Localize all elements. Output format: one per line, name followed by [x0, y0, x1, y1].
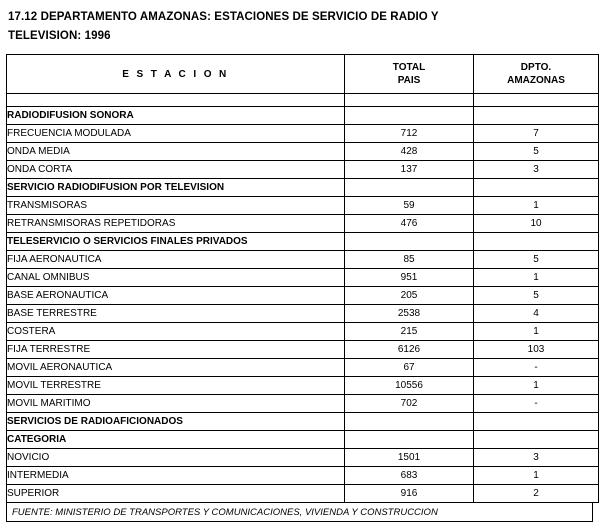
- column-header-dpto-line-1: DPTO.: [520, 62, 552, 73]
- table-row: [7, 305, 599, 323]
- page-title-line-2: TELEVISION: 1996: [8, 30, 111, 42]
- row-total-pais: 137: [345, 161, 474, 179]
- column-header-total-line-2: PAIS: [397, 75, 421, 86]
- row-label: SERVICIO RADIODIFUSION POR TELEVISION: [7, 179, 345, 197]
- table-row: [7, 287, 599, 305]
- table-row: [7, 485, 599, 503]
- row-label: ONDA MEDIA: [7, 143, 345, 161]
- table-row: [7, 215, 599, 233]
- row-label: ONDA CORTA: [7, 161, 345, 179]
- row-total-pais: [345, 107, 474, 125]
- row-label: TRANSMISORAS: [7, 197, 345, 215]
- row-total-pais: [345, 413, 474, 431]
- row-label: NOVICIO: [7, 449, 345, 467]
- row-label: FRECUENCIA MODULADA: [7, 125, 345, 143]
- table-row: [7, 179, 599, 197]
- page-title: [8, 10, 595, 44]
- column-header-total-pais: [345, 55, 474, 94]
- row-dpto-amazonas: 103: [474, 341, 599, 359]
- page-title-line-1: 17.12 DEPARTAMENTO AMAZONAS: ESTACIONES DE SERVICIO DE RADIO Y: [8, 11, 439, 23]
- row-label: BASE TERRESTRE: [7, 305, 345, 323]
- table-row: [7, 197, 599, 215]
- row-dpto-amazonas: 1: [474, 467, 599, 485]
- row-total-pais: 2538: [345, 305, 474, 323]
- row-total-pais: 10556: [345, 377, 474, 395]
- row-dpto-amazonas: 5: [474, 251, 599, 269]
- table-row: [7, 233, 599, 251]
- row-label: SERVICIOS DE RADIOAFICIONADOS: [7, 413, 345, 431]
- row-dpto-amazonas: -: [474, 359, 599, 377]
- row-dpto-amazonas: 1: [474, 323, 599, 341]
- column-header-total-line-1: TOTAL: [392, 62, 426, 73]
- row-dpto-amazonas: 5: [474, 143, 599, 161]
- table-row: [7, 161, 599, 179]
- row-dpto-amazonas: 3: [474, 161, 599, 179]
- statistics-table: [6, 54, 599, 503]
- table-row: [7, 413, 599, 431]
- table-header: [7, 55, 599, 94]
- table-row: [7, 251, 599, 269]
- row-total-pais: 6126: [345, 341, 474, 359]
- table-spacer-cell: [474, 94, 599, 107]
- row-label: FIJA TERRESTRE: [7, 341, 345, 359]
- row-total-pais: 67: [345, 359, 474, 377]
- row-dpto-amazonas: [474, 179, 599, 197]
- row-total-pais: 59: [345, 197, 474, 215]
- table-row: [7, 323, 599, 341]
- row-dpto-amazonas: 4: [474, 305, 599, 323]
- row-label: SUPERIOR: [7, 485, 345, 503]
- table-row: [7, 143, 599, 161]
- row-label: CATEGORIA: [7, 431, 345, 449]
- row-label: FIJA AERONAUTICA: [7, 251, 345, 269]
- table-spacer-cell: [345, 94, 474, 107]
- row-total-pais: 85: [345, 251, 474, 269]
- row-dpto-amazonas: 5: [474, 287, 599, 305]
- column-header-dpto-line-2: AMAZONAS: [507, 75, 565, 86]
- row-dpto-amazonas: [474, 233, 599, 251]
- row-total-pais: 215: [345, 323, 474, 341]
- table-header-row: [7, 55, 599, 94]
- row-label: RETRANSMISORAS REPETIDORAS: [7, 215, 345, 233]
- row-label: MOVIL AERONAUTICA: [7, 359, 345, 377]
- row-dpto-amazonas: -: [474, 395, 599, 413]
- row-dpto-amazonas: 1: [474, 377, 599, 395]
- row-total-pais: 428: [345, 143, 474, 161]
- row-label: MOVIL TERRESTRE: [7, 377, 345, 395]
- row-total-pais: 916: [345, 485, 474, 503]
- row-label: INTERMEDIA: [7, 467, 345, 485]
- table-row: [7, 467, 599, 485]
- row-dpto-amazonas: 7: [474, 125, 599, 143]
- column-header-dpto-amazonas: [474, 55, 599, 94]
- row-dpto-amazonas: 3: [474, 449, 599, 467]
- table-body: [7, 94, 599, 503]
- row-label: BASE AERONAUTICA: [7, 287, 345, 305]
- row-dpto-amazonas: 10: [474, 215, 599, 233]
- table-row: [7, 269, 599, 287]
- row-total-pais: 951: [345, 269, 474, 287]
- row-total-pais: 683: [345, 467, 474, 485]
- table-row: [7, 107, 599, 125]
- row-total-pais: [345, 233, 474, 251]
- row-dpto-amazonas: 1: [474, 269, 599, 287]
- row-label: RADIODIFUSION SONORA: [7, 107, 345, 125]
- row-label: CANAL OMNIBUS: [7, 269, 345, 287]
- table-row: [7, 377, 599, 395]
- row-dpto-amazonas: [474, 107, 599, 125]
- table-row: [7, 395, 599, 413]
- row-total-pais: 702: [345, 395, 474, 413]
- row-label: TELESERVICIO O SERVICIOS FINALES PRIVADOS: [7, 233, 345, 251]
- table-row: [7, 449, 599, 467]
- row-dpto-amazonas: [474, 413, 599, 431]
- table-spacer-cell: [7, 94, 345, 107]
- row-total-pais: [345, 431, 474, 449]
- table-row: [7, 359, 599, 377]
- table-spacer-row: [7, 94, 599, 107]
- table-row: [7, 125, 599, 143]
- row-total-pais: 712: [345, 125, 474, 143]
- row-dpto-amazonas: 2: [474, 485, 599, 503]
- row-dpto-amazonas: 1: [474, 197, 599, 215]
- row-label: COSTERA: [7, 323, 345, 341]
- row-dpto-amazonas: [474, 431, 599, 449]
- source-note: FUENTE: MINISTERIO DE TRANSPORTES Y COMUNICACIONES, VIVIENDA Y CONSTRUCCION: [6, 503, 593, 522]
- row-total-pais: 476: [345, 215, 474, 233]
- table-row: [7, 341, 599, 359]
- table-row: [7, 431, 599, 449]
- row-total-pais: 1501: [345, 449, 474, 467]
- row-total-pais: [345, 179, 474, 197]
- row-total-pais: 205: [345, 287, 474, 305]
- row-label: MOVIL MARITIMO: [7, 395, 345, 413]
- column-header-estacion: E S T A C I O N: [7, 55, 345, 94]
